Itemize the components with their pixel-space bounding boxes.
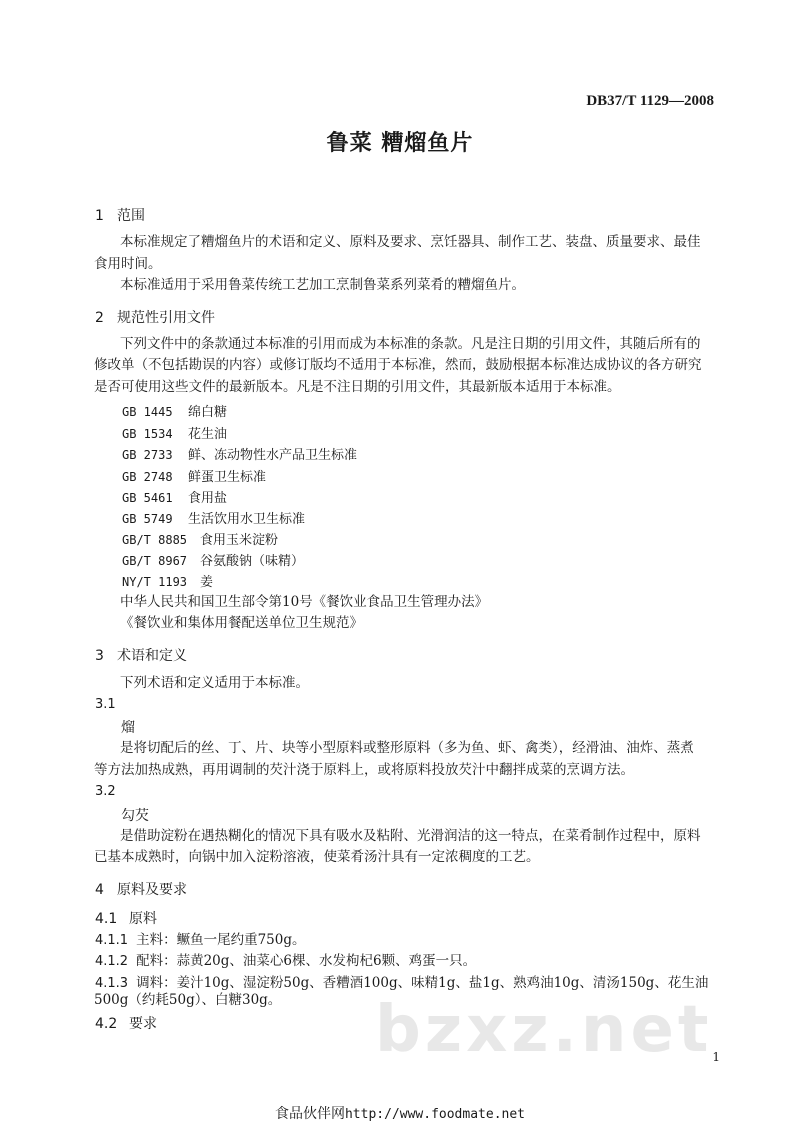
term-number: 3.2 [95, 784, 116, 799]
section-1-para-1-cont: 食用时间。 [94, 256, 162, 272]
term-name: 熘 [121, 720, 135, 736]
section-2-para-1-cont: 是否可使用这些文件的最新版本。凡是不注日期的引用文件，其最新版本适用于本标准。 [94, 379, 621, 395]
reference-item [122, 444, 357, 463]
subsection-number: 4.2 [95, 1016, 118, 1032]
subsection-title: 原料 [129, 911, 157, 927]
section-number: 2 [95, 310, 104, 326]
reference-item [122, 487, 227, 506]
reference-item [122, 571, 213, 590]
clause-4-1-2 [95, 949, 476, 969]
section-title: 规范性引用文件 [117, 310, 215, 326]
reference-item [122, 550, 304, 569]
page-number: 1 [712, 1050, 720, 1064]
reference-law: 中华人民共和国卫生部令第10号《餐饮业食品卫生管理办法》 [120, 594, 489, 610]
reference-name: 鲜、冻动物性水产品卫生标准 [188, 448, 358, 463]
section-2-heading [95, 307, 215, 327]
reference-code: GB 2748 [122, 470, 173, 484]
reference-item [122, 508, 305, 527]
section-title: 范围 [117, 208, 145, 224]
watermark: bzxz.net [375, 993, 713, 1067]
reference-item [122, 466, 266, 485]
section-1-para-1: 本标准规定了糟熘鱼片的术语和定义、原料及要求、烹饪器具、制作工艺、装盘、质量要求、最佳 [120, 234, 701, 250]
section-4-heading [95, 879, 187, 899]
reference-name: 绵白糖 [188, 405, 228, 420]
term-definition-cont: 等方法加热成熟，再用调制的芡汁浇于原料上，或将原料投放芡汁中翻拌成菜的烹调方法。 [94, 762, 634, 778]
section-number: 4 [95, 882, 104, 898]
subsection-number: 4.1 [95, 911, 118, 927]
reference-name: 谷氨酸钠（味精） [200, 554, 305, 569]
section-2-para-1-cont: 修改单（不包括勘误的内容）或修订版均不适用于本标准，然而，鼓励根据本标准达成协议的各方研究 [94, 357, 702, 373]
reference-code: GB/T 8885 [122, 533, 188, 547]
section-number: 1 [95, 208, 104, 224]
subsection-4-2-heading [95, 1013, 157, 1033]
reference-code: GB 5461 [122, 491, 173, 505]
clause-4-1-3-cont: 500g（约耗50g）、白糖30g。 [94, 992, 282, 1008]
document-title: 鲁菜 糟熘鱼片 [326, 131, 474, 156]
footer [0, 1103, 800, 1123]
reference-name: 姜 [200, 575, 214, 590]
reference-name: 食用玉米淀粉 [200, 533, 279, 548]
clause-number: 4.1.1 [95, 933, 129, 948]
section-number: 3 [95, 648, 104, 664]
reference-code: NY/T 1193 [122, 575, 188, 589]
subsection-4-1-heading [95, 908, 157, 928]
clause-text: 配料：蒜黄20g、油菜心6棵、水发枸杞6颗、鸡蛋一只。 [136, 953, 477, 969]
section-3-intro: 下列术语和定义适用于本标准。 [120, 675, 309, 691]
clause-number: 4.1.3 [95, 976, 129, 991]
reference-code: GB/T 8967 [122, 554, 188, 568]
reference-code: GB 2733 [122, 448, 173, 462]
reference-name: 生活饮用水卫生标准 [188, 512, 306, 527]
clause-text: 主料：鳜鱼一尾约重750g。 [136, 932, 306, 948]
standard-code: DB37/T 1129—2008 [586, 93, 714, 109]
subsection-title: 要求 [129, 1016, 157, 1032]
clause-4-1-3 [95, 971, 708, 991]
section-title: 术语和定义 [117, 648, 187, 664]
term-definition: 是将切配后的丝、丁、片、块等小型原料或整形原料（多为鱼、虾、禽类），经滑油、油炸、蒸煮 [120, 740, 694, 756]
reference-name: 食用盐 [188, 491, 228, 506]
clause-4-1-1 [95, 928, 306, 948]
section-1-heading [95, 205, 145, 225]
footer-site-name: 食品伙伴网 [274, 1106, 345, 1122]
reference-code: GB 5749 [122, 512, 173, 526]
term-definition: 是借助淀粉在遇热糊化的情况下具有吸水及粘附、光滑润洁的这一特点，在菜肴制作过程中，原料 [120, 828, 701, 844]
reference-item [122, 401, 227, 420]
section-1-para-2: 本标准适用于采用鲁菜传统工艺加工烹制鲁菜系列菜肴的糟熘鱼片。 [120, 277, 525, 293]
term-name: 勾芡 [121, 808, 149, 824]
section-3-heading [95, 645, 187, 665]
reference-item [122, 423, 227, 442]
term-number: 3.1 [95, 697, 116, 712]
reference-item [122, 529, 278, 548]
clause-text: 调料：姜汁10g、湿淀粉50g、香糟酒100g、味精1g、盐1g、熟鸡油10g、清汤150g、花生油 [136, 975, 709, 991]
footer-url[interactable]: http://www.foodmate.net [344, 1107, 525, 1122]
section-title: 原料及要求 [117, 882, 187, 898]
reference-code: GB 1445 [122, 405, 173, 419]
clause-number: 4.1.2 [95, 954, 129, 969]
term-definition-cont: 已基本成熟时，向锅中加入淀粉溶液，使菜肴汤汁具有一定浓稠度的工艺。 [94, 849, 540, 865]
reference-name: 花生油 [188, 427, 228, 442]
reference-code: GB 1534 [122, 427, 173, 441]
section-2-para-1: 下列文件中的条款通过本标准的引用而成为本标准的条款。凡是注日期的引用文件，其随后所有的 [120, 336, 701, 352]
reference-rule: 《餐饮业和集体用餐配送单位卫生规范》 [120, 615, 363, 631]
reference-name: 鲜蛋卫生标准 [188, 470, 267, 485]
